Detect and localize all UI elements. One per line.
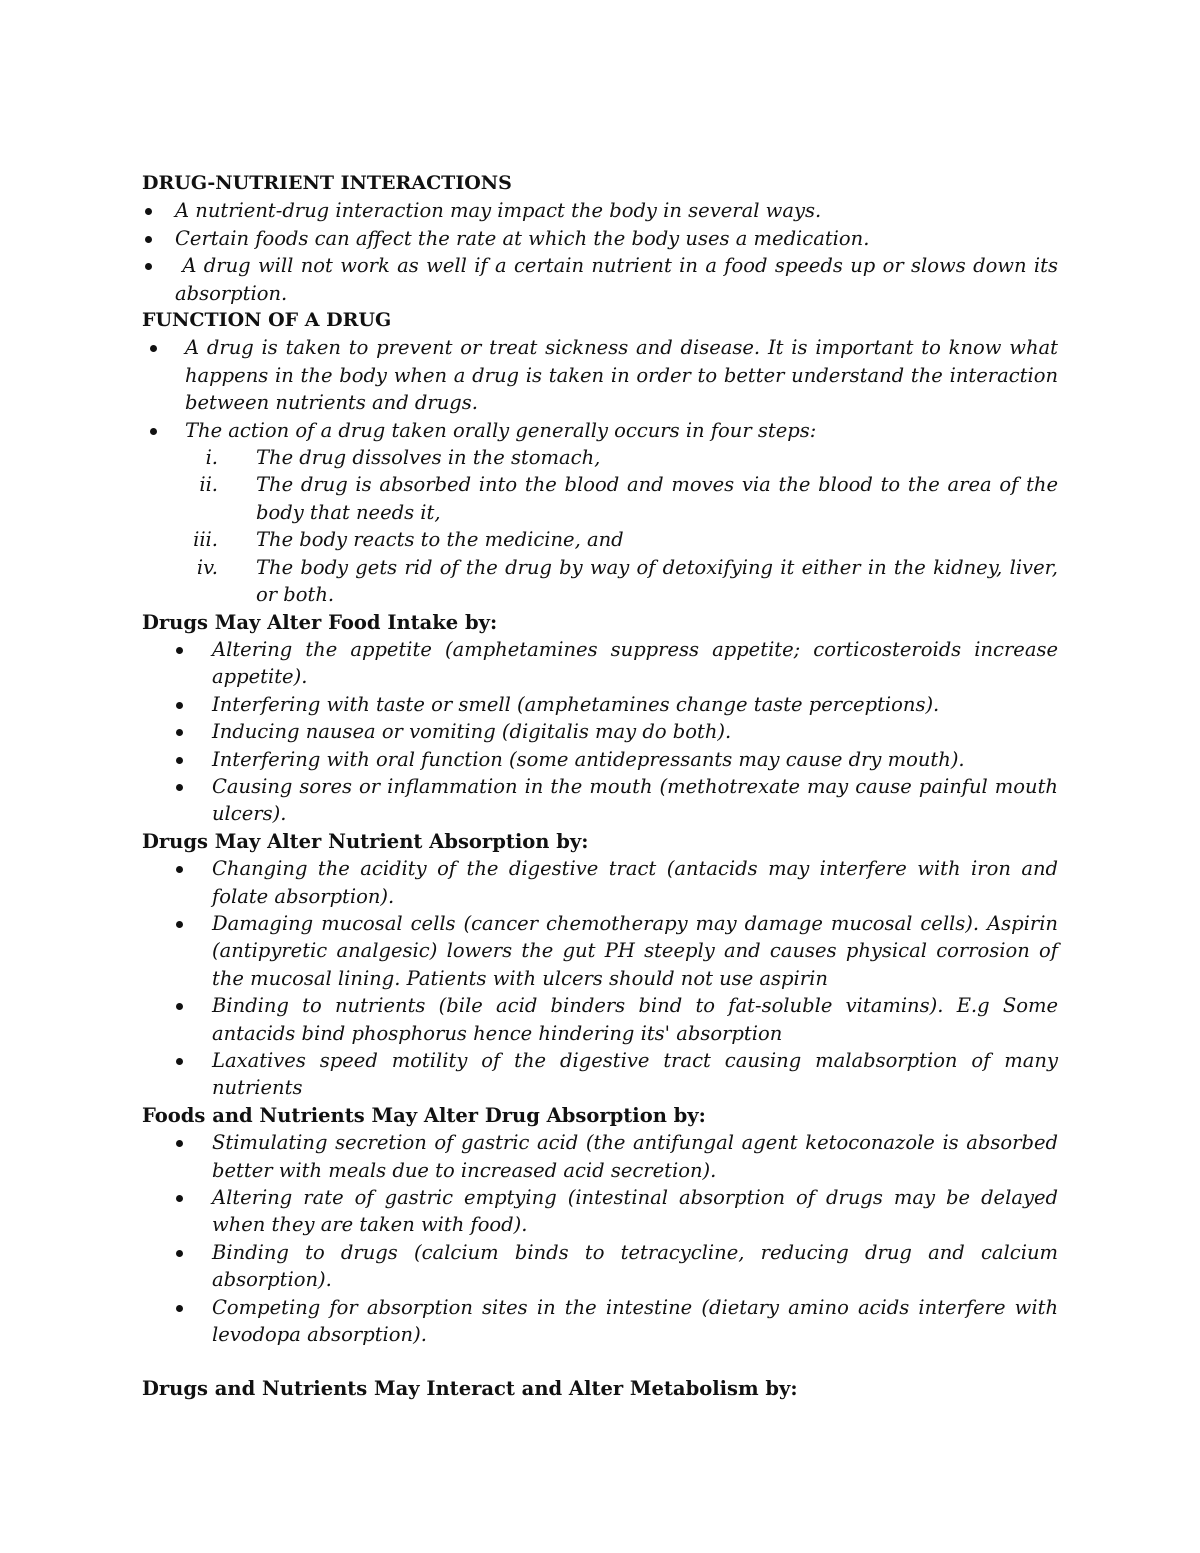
bullet-dot-icon <box>150 428 157 435</box>
bullet-dot-icon <box>145 236 152 243</box>
bullet-dot-icon <box>150 345 157 352</box>
list-item: Binding to nutrients (bile acid binders bind to fat-soluble vitamins). E.g Some antacids bind phosphorus hence hindering its' absorption <box>142 992 1058 1047</box>
document-page <box>142 170 1065 1403</box>
step-item: ii. The drug is absorbed into the blood and moves via the blood to the area of the body that needs it, <box>142 471 1058 526</box>
bullet-dot-icon <box>145 263 152 270</box>
list-item: Causing sores or inflammation in the mouth (methotrexate may cause painful mouth ulcers). <box>142 773 1058 828</box>
section-heading-drug-nutrient-interactions: DRUG-NUTRIENT INTERACTIONS <box>142 172 512 194</box>
bullet-dot-icon <box>176 757 183 764</box>
section-heading-drug-absorption: Foods and Nutrients May Alter Drug Absorption by: <box>142 1103 706 1127</box>
list-item: Competing for absorption sites in the intestine (dietary amino acids interfere with levodopa absorption). <box>142 1294 1058 1349</box>
bullet-list <box>142 855 1058 1102</box>
step-item: iv. The body gets rid of the drug by way of detoxifying it either in the kidney, liver, or both. <box>142 554 1058 609</box>
bullet-dot-icon <box>176 921 183 928</box>
bullet-dot-icon <box>176 1003 183 1010</box>
bullet-dot-icon <box>176 729 183 736</box>
list-item: The action of a drug taken orally generally occurs in four steps: <box>142 417 1058 444</box>
bullet-dot-icon <box>176 1195 183 1202</box>
list-item: Damaging mucosal cells (cancer chemotherapy may damage mucosal cells). Aspirin (antipyretic analgesic) lowers the gut PH steeply and causes physical corrosion of the mucosal lining. Patients with ulcers should not use aspirin <box>142 910 1058 992</box>
step-number: ii. <box>199 473 218 497</box>
step-number: iii. <box>193 528 218 552</box>
section-heading-function-of-a-drug: FUNCTION OF A DRUG <box>142 309 392 332</box>
list-item: Altering the appetite (amphetamines suppress appetite; corticosteroids increase appetite). <box>142 636 1058 691</box>
bullet-list <box>142 636 1058 828</box>
bullet-dot-icon <box>176 702 183 709</box>
bullet-list <box>142 1129 1058 1348</box>
step-item: iii. The body reacts to the medicine, and <box>142 526 1058 553</box>
list-item: Certain foods can affect the rate at which the body uses a medication. <box>142 225 1058 252</box>
step-number: iv. <box>196 555 218 579</box>
list-item: A drug will not work as well if a certain nutrient in a food speeds up or slows down its absorption. <box>142 252 1058 307</box>
steps-list <box>142 444 1058 608</box>
list-item: A nutrient-drug interaction may impact the body in several ways. <box>142 197 1058 224</box>
bullet-dot-icon <box>176 784 183 791</box>
bullet-dot-icon <box>176 1250 183 1257</box>
step-item: i. The drug dissolves in the stomach, <box>142 444 1058 471</box>
section-heading-metabolism: Drugs and Nutrients May Interact and Alter Metabolism by: <box>142 1377 798 1401</box>
list-item: Binding to drugs (calcium binds to tetracycline, reducing drug and calcium absorption). <box>142 1239 1058 1294</box>
list-item: Inducing nausea or vomiting (digitalis may do both). <box>142 718 1058 745</box>
paragraph-spacer <box>142 1348 1058 1375</box>
bullet-dot-icon <box>176 1305 183 1312</box>
section-heading-food-intake: Drugs May Alter Food Intake by: <box>142 610 498 634</box>
bullet-list <box>142 334 1058 444</box>
list-item: Interfering with taste or smell (amphetamines change taste perceptions). <box>142 691 1058 718</box>
list-item: Changing the acidity of the digestive tract (antacids may interfere with iron and folate absorption). <box>142 855 1058 910</box>
list-item: Altering rate of gastric emptying (intestinal absorption of drugs may be delayed when they are taken with food). <box>142 1184 1058 1239</box>
bullet-dot-icon <box>176 1140 183 1147</box>
list-item: Interfering with oral function (some antidepressants may cause dry mouth). <box>142 746 1058 773</box>
bullet-dot-icon <box>176 1058 183 1065</box>
list-item: A drug is taken to prevent or treat sickness and disease. It is important to know what happens in the body when a drug is taken in order to better understand the interaction between nutrients and drugs. <box>142 334 1058 416</box>
list-item: Stimulating secretion of gastric acid (the antifungal agent ketoconazole is absorbed better with meals due to increased acid secretion). <box>142 1129 1058 1184</box>
bullet-dot-icon <box>176 866 183 873</box>
list-item: Laxatives speed motility of the digestive tract causing malabsorption of many nutrients <box>142 1047 1058 1102</box>
bullet-dot-icon <box>145 208 152 215</box>
bullet-dot-icon <box>176 647 183 654</box>
section-heading-nutrient-absorption: Drugs May Alter Nutrient Absorption by: <box>142 829 589 853</box>
bullet-list <box>142 197 1065 307</box>
step-number: i. <box>205 446 218 470</box>
